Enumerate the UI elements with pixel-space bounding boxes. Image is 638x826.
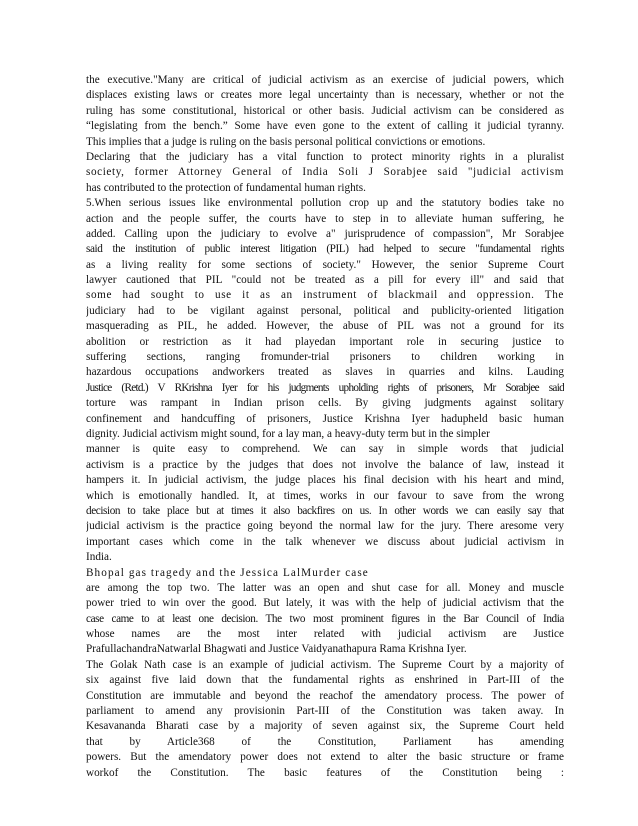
text-line: Constitution are immutable and beyond the reachof the amendatory process. The power of bbox=[86, 689, 564, 702]
text-line: hampers it. In judicial activism, the judge places his final decision with his heart and mind, bbox=[86, 474, 564, 487]
text-line: action and the people suffer, the courts have to step in to alleviate human suffering, he bbox=[86, 212, 564, 225]
text-line: Kesavananda Bharati case by a majority of seven against six, the Supreme Court held bbox=[86, 720, 564, 733]
text-line: six against five laid down that the fundamental rights as enshrined in Part-III of the bbox=[86, 674, 564, 687]
text-line: activism is a practice by the judges that does not involve the balance of law, instead it bbox=[86, 458, 564, 471]
text-line: which is emotionally handled. It, at times, works in our favour to save from the wrong bbox=[86, 489, 564, 502]
text-line: masquerading as PIL, he added. However, the abuse of PIL was not a ground for its bbox=[86, 320, 564, 333]
text-line: important cases which come in the talk whenever we discuss about judicial activism in bbox=[86, 535, 564, 548]
text-line: has contributed to the protection of fundamental human rights. bbox=[86, 181, 366, 194]
text-line: that by Article368 of the Constitution, Parliament has amending bbox=[86, 735, 564, 748]
text-line: decision to take place but at times it also backfires on us. In other words we can easily say that bbox=[86, 504, 564, 517]
text-line: powers. But the amendatory power does not extend to alter the basic structure or frame bbox=[86, 751, 564, 764]
text-line: torture was rampant in Indian prison cells. By giving judgments against solitary bbox=[86, 397, 564, 410]
text-line: judicial activism is the practice going beyond the normal law for the jury. There aresome very bbox=[86, 520, 564, 533]
text-line: society, former Attorney General of India Soli J Sorabjee said "judicial activism bbox=[86, 166, 564, 179]
text-line: ruling has some constitutional, historical or other basis. Judicial activism can be considered as bbox=[86, 104, 564, 117]
text-line: Justice (Retd.) V RKrishna Iyer for his judgments upholding rights of prisoners, Mr Sorabjee said bbox=[86, 381, 564, 394]
text-line: This implies that a judge is ruling on the basis personal political convictions or emotions. bbox=[86, 135, 486, 148]
text-line: Declaring that the judiciary has a vital function to protect minority rights in a pluralist bbox=[86, 150, 564, 163]
text-line: displaces existing laws or creates more legal uncertainty than is necessary, whether or not the bbox=[86, 89, 564, 102]
text-line: Bhopal gas tragedy and the Jessica LalMurder case bbox=[86, 566, 369, 579]
text-line: The Golak Nath case is an example of judicial activism. The Supreme Court by a majority of bbox=[86, 658, 564, 671]
text-line: PrafullachandraNatwarlal Bhagwati and Justice Vaidyanathapura Rama Krishna Iyer. bbox=[86, 643, 467, 656]
body-text bbox=[86, 73, 564, 781]
text-line: confinement and handcuffing of prisoners, Justice Krishna Iyer hadupheld basic human bbox=[86, 412, 564, 425]
text-line: India. bbox=[86, 551, 112, 564]
text-line: the executive."Many are critical of judicial activism as an exercise of judicial powers, which bbox=[86, 74, 564, 86]
text-line: as a living reality for some sections of society." However, the senior Supreme Court bbox=[86, 258, 564, 271]
text-line: hazardous occupations andworkers treated as slaves in quarries and kilns. Lauding bbox=[86, 366, 564, 379]
text-line: dignity. Judicial activism might sound, for a lay man, a heavy-duty term but in the simpler bbox=[86, 427, 490, 440]
text-line: some had sought to use it as an instrument of blackmail and oppression. The bbox=[86, 289, 564, 302]
text-line: “legislating from the bench.” Some have even gone to the extent of calling it judicial tyranny. bbox=[86, 120, 564, 133]
text-line: parliament to amend any provisionin Part-III of the Constitution was taken away. In bbox=[86, 705, 564, 718]
text-line: are among the top two. The latter was an open and shut case for all. Money and muscle bbox=[86, 581, 564, 594]
text-line: said the institution of public interest litigation (PIL) had helped to secure "fundamental rights bbox=[86, 243, 564, 256]
text-line: abolition or restriction as it had playedan important role in securing justice to bbox=[86, 335, 564, 348]
text-line: added. Calling upon the judiciary to evolve a" jurisprudence of compassion", Mr Sorabjee bbox=[86, 227, 564, 240]
text-line: workof the Constitution. The basic features of the Constitution being : bbox=[86, 766, 564, 779]
text-line: judiciary had to be vigilant against personal, political and publicity-oriented litigation bbox=[86, 304, 564, 317]
text-line: suffering sections, ranging fromunder-trial prisoners to children working in bbox=[86, 351, 564, 364]
text-line: case came to at least one decision. The two most prominent figures in the Bar Council of India bbox=[86, 612, 564, 625]
text-line: lawyer cautioned that PIL "could not be treated as a pill for every ill" and said that bbox=[86, 274, 564, 287]
text-line: 5.When serious issues like environmental pollution crop up and the statutory bodies take no bbox=[86, 197, 564, 210]
text-line: power tried to win over the good. But lately, it was with the help of judicial activism that the bbox=[86, 597, 564, 610]
text-line: whose names are the most inter related with judicial activism are Justice bbox=[86, 628, 564, 641]
text-line: manner is quite easy to comprehend. We can say in simple words that judicial bbox=[86, 443, 564, 456]
